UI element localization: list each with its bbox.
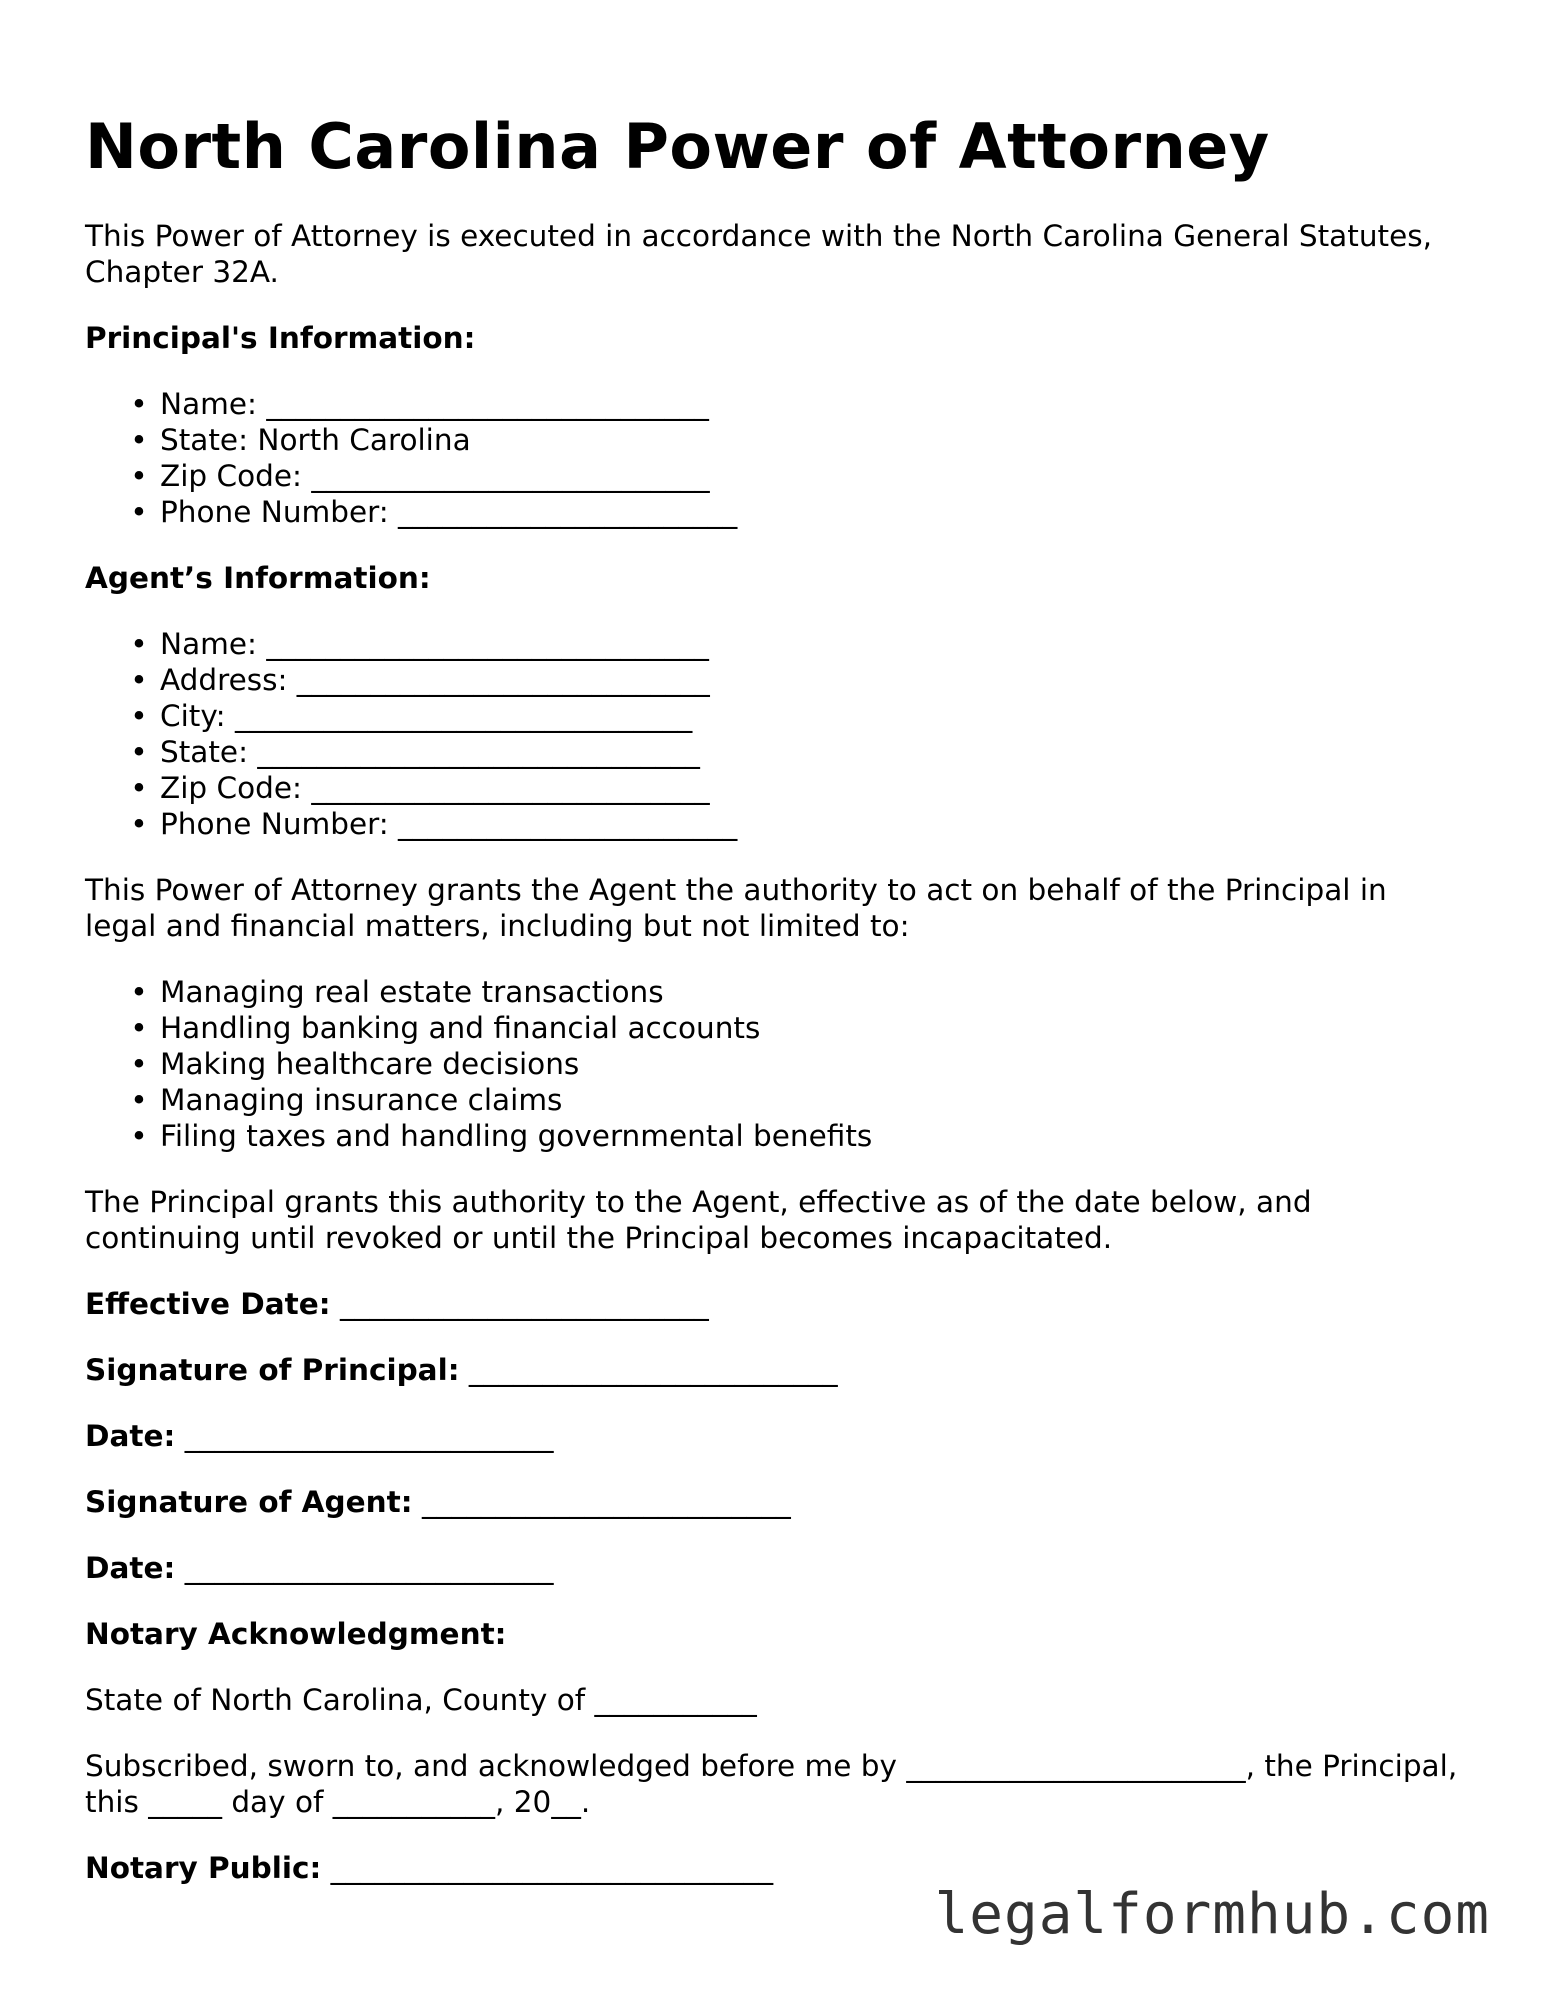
principal-signature-label: Signature of Principal: — [85, 1353, 460, 1387]
bullet-icon: • — [130, 459, 148, 493]
agent-signature-label: Signature of Agent: — [85, 1485, 413, 1519]
document-page — [85, 108, 1465, 1886]
agent-date-label: Date: — [85, 1551, 176, 1585]
agent-phone-item: • Phone Number: _______________________ — [130, 807, 738, 841]
bullet-icon: • — [130, 627, 148, 661]
bullet-icon: • — [130, 1083, 148, 1117]
agent-name-item: • Name: ______________________________ — [130, 627, 709, 661]
grant-paragraph: This Power of Attorney grants the Agent the authority to act on behalf of the Principal in legal and financial matters, including but not limited to: — [85, 873, 1387, 943]
agent-zip-item: • Zip Code: ___________________________ — [130, 771, 710, 805]
bullet-icon: • — [130, 975, 148, 1009]
agent-city-item: • City: _______________________________ — [130, 699, 693, 733]
bullet-icon: • — [130, 495, 148, 529]
effective-date-line — [85, 1286, 1465, 1322]
agent-state-item: • State: ______________________________ — [130, 735, 700, 769]
principal-info-list — [85, 386, 1465, 530]
bullet-icon: • — [130, 699, 148, 733]
principal-name-item: • Name: ______________________________ — [130, 387, 709, 421]
notary-county-line: State of North Carolina, County of ___________ — [85, 1683, 757, 1717]
agent-date-blank[interactable]: _________________________ — [184, 1551, 554, 1585]
effective-paragraph: The Principal grants this authority to the Agent, effective as of the date below, and continuing until revoked or until the Principal becomes incapacitated. — [85, 1185, 1312, 1255]
bullet-icon: • — [130, 387, 148, 421]
notary-public-label: Notary Public: — [85, 1851, 322, 1885]
power-item: • Filing taxes and handling governmental benefits — [130, 1119, 873, 1153]
agent-date-line — [85, 1550, 1465, 1586]
bullet-icon: • — [130, 1119, 148, 1153]
bullet-icon: • — [130, 1011, 148, 1045]
principal-signature-blank[interactable]: _________________________ — [468, 1353, 838, 1387]
principal-phone-item: • Phone Number: _______________________ — [130, 495, 738, 529]
principal-signature-line — [85, 1352, 1465, 1388]
power-item: • Managing insurance claims — [130, 1083, 563, 1117]
agent-signature-line — [85, 1484, 1465, 1520]
bullet-icon: • — [130, 423, 148, 457]
effective-date-blank[interactable]: _________________________ — [339, 1287, 709, 1321]
principal-zip-item: • Zip Code: ___________________________ — [130, 459, 710, 493]
powers-list — [85, 974, 1465, 1154]
power-item: • Making healthcare decisions — [130, 1047, 580, 1081]
bullet-icon: • — [130, 771, 148, 805]
principal-date-line — [85, 1418, 1465, 1454]
intro-paragraph: This Power of Attorney is executed in accordance with the North Carolina General Statutes, Chapter 32A. — [85, 219, 1432, 289]
bullet-icon: • — [130, 807, 148, 841]
agent-signature-blank[interactable]: _________________________ — [421, 1485, 791, 1519]
notary-public-blank[interactable]: ______________________________ — [330, 1851, 774, 1885]
effective-date-label: Effective Date: — [85, 1287, 331, 1321]
principal-date-blank[interactable]: _________________________ — [184, 1419, 554, 1453]
bullet-icon: • — [130, 1047, 148, 1081]
notary-heading: Notary Acknowledgment: — [85, 1617, 507, 1651]
principal-state-item: • State: North Carolina — [130, 423, 471, 457]
principal-date-label: Date: — [85, 1419, 176, 1453]
agent-heading: Agent’s Information: — [85, 561, 431, 595]
bullet-icon: • — [130, 735, 148, 769]
power-item: • Handling banking and financial accounts — [130, 1011, 761, 1045]
notary-subscribed-paragraph: Subscribed, sworn to, and acknowledged before me by _______________________, the Principal, this _____ day of ___________, 20__. — [85, 1749, 1458, 1819]
bullet-icon: • — [130, 663, 148, 697]
agent-address-item: • Address: ____________________________ — [130, 663, 710, 697]
principal-heading: Principal's Information: — [85, 321, 476, 355]
document-title: North Carolina Power of Attorney — [85, 110, 1270, 183]
watermark-text: legalformhub.com — [934, 1882, 1490, 1947]
power-item: • Managing real estate transactions — [130, 975, 664, 1009]
agent-info-list — [85, 626, 1465, 842]
